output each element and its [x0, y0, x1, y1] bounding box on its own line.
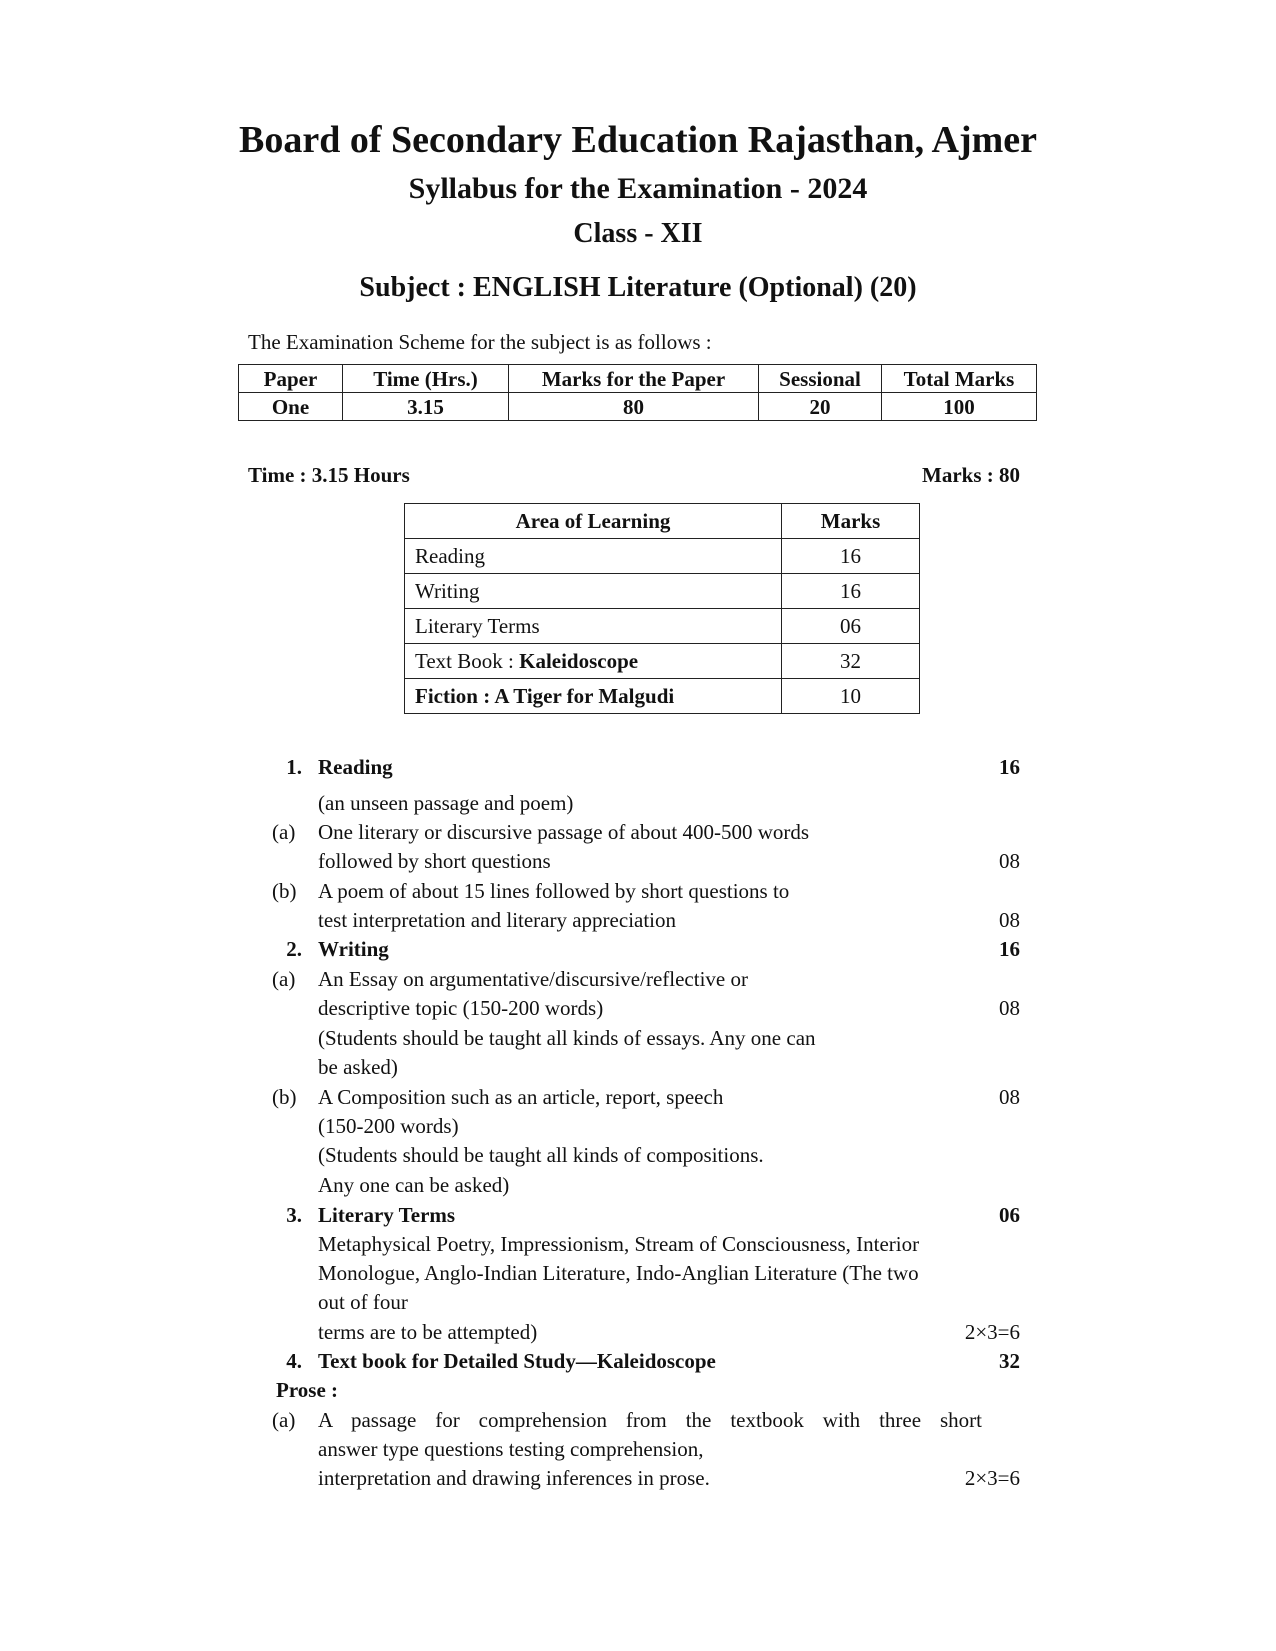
area-label: Reading — [415, 543, 485, 568]
area-marks: 10 — [782, 679, 920, 714]
item-text: descriptive topic (150-200 words) — [318, 996, 604, 1020]
item-text: be asked) — [318, 1055, 398, 1079]
area-cell — [405, 679, 782, 714]
item-text: interpretation and drawing inferences in prose. — [318, 1466, 710, 1490]
area-cell — [405, 539, 782, 574]
area-label: Writing — [415, 578, 480, 603]
areas-row — [405, 609, 920, 644]
area-of-learning-table — [404, 503, 920, 714]
areas-row — [405, 679, 920, 714]
board-title: Board of Secondary Education Rajasthan, Ajmer — [238, 119, 1038, 161]
area-marks: 16 — [782, 574, 920, 609]
item-text: One literary or discursive passage of about 400-500 words — [318, 820, 810, 844]
item-text: (Students should be taught all kinds of essays. Any one can — [318, 1026, 816, 1050]
section-title: Writing — [318, 937, 389, 961]
section-marks: 32 — [999, 1349, 1020, 1373]
area-marks: 16 — [782, 539, 920, 574]
section-number: 1. — [286, 755, 302, 779]
item-text: A Composition such as an article, report, speech — [318, 1085, 724, 1109]
section-title: Literary Terms — [318, 1203, 456, 1227]
area-label-bold: Kaleidoscope — [519, 648, 639, 673]
item-text: Metaphysical Poetry, Impressionism, Stream of Consciousness, Interior — [318, 1232, 920, 1256]
area-cell — [405, 609, 782, 644]
scheme-header-cell: Time (Hrs.) — [343, 365, 509, 393]
item-text: Any one can be asked) — [318, 1173, 510, 1197]
area-marks: 06 — [782, 609, 920, 644]
areas-header-cell: Area of Learning — [405, 504, 782, 539]
scheme-header-cell: Sessional — [759, 365, 882, 393]
item-text: A passage for comprehension from the textbook with three short — [318, 1408, 982, 1432]
scheme-header-cell: Paper — [239, 365, 343, 393]
scheme-header-row — [239, 365, 1037, 393]
section-title: Reading — [318, 755, 393, 779]
areas-row — [405, 644, 920, 679]
class-title: Class - XII — [573, 218, 703, 249]
section-marks: 06 — [999, 1203, 1020, 1227]
subject-title: Subject : ENGLISH Literature (Optional) (20) — [359, 272, 917, 303]
time-label: Time : 3.15 Hours — [248, 463, 410, 487]
scheme-header-cell: Total Marks — [882, 365, 1037, 393]
item-label: (b) — [272, 879, 297, 903]
item-text: out of four — [318, 1290, 408, 1314]
item-marks: 08 — [999, 1085, 1020, 1109]
item-label: (b) — [272, 1085, 297, 1109]
area-cell — [405, 644, 782, 679]
section-subtitle: (an unseen passage and poem) — [318, 791, 574, 815]
item-text: (Students should be taught all kinds of compositions. — [318, 1143, 764, 1167]
section-marks: 16 — [999, 755, 1020, 779]
subsection-title: Prose : — [276, 1378, 339, 1402]
item-score: 2×3=6 — [964, 1466, 1020, 1490]
area-label: Literary Terms — [415, 613, 540, 638]
section-number: 4. — [286, 1349, 302, 1373]
areas-row — [405, 574, 920, 609]
item-marks: 08 — [999, 996, 1020, 1020]
item-label: (a) — [272, 967, 296, 991]
section-title: Text book for Detailed Study—Kaleidoscope — [318, 1349, 716, 1373]
item-text: (150-200 words) — [318, 1114, 459, 1138]
item-text: An Essay on argumentative/discursive/reflective or — [318, 967, 748, 991]
area-label: Text Book : — [415, 648, 520, 673]
item-text: test interpretation and literary appreciation — [318, 908, 677, 932]
item-text: A poem of about 15 lines followed by short questions to — [318, 879, 790, 903]
areas-header-cell: Marks — [782, 504, 920, 539]
scheme-cell: One — [239, 393, 343, 421]
scheme-intro: The Examination Scheme for the subject is as follows : — [248, 330, 712, 354]
section-number: 2. — [286, 937, 302, 961]
section-number: 3. — [286, 1203, 302, 1227]
scheme-header-cell: Marks for the Paper — [509, 365, 759, 393]
item-text: terms are to be attempted) — [318, 1320, 538, 1344]
areas-header-row — [405, 504, 920, 539]
item-text: followed by short questions — [318, 849, 551, 873]
item-label: (a) — [272, 1408, 296, 1432]
scheme-cell: 3.15 — [343, 393, 509, 421]
syllabus-title: Syllabus for the Examination - 2024 — [408, 172, 868, 205]
area-label-bold: Fiction : A Tiger for Malgudi — [415, 683, 675, 708]
scheme-cell: 80 — [509, 393, 759, 421]
section-marks: 16 — [999, 937, 1020, 961]
scheme-table — [238, 364, 1037, 421]
scheme-cell: 20 — [759, 393, 882, 421]
marks-label: Marks : 80 — [922, 463, 1020, 487]
areas-row — [405, 539, 920, 574]
item-text: Monologue, Anglo-Indian Literature, Indo-Anglian Literature (The two — [318, 1261, 919, 1285]
item-label: (a) — [272, 820, 296, 844]
item-marks: 08 — [999, 908, 1020, 932]
area-cell — [405, 574, 782, 609]
area-marks: 32 — [782, 644, 920, 679]
item-score: 2×3=6 — [964, 1320, 1020, 1344]
scheme-cell: 100 — [882, 393, 1037, 421]
item-text: answer type questions testing comprehension, — [318, 1437, 704, 1461]
scheme-row — [239, 393, 1037, 421]
item-marks: 08 — [999, 849, 1020, 873]
